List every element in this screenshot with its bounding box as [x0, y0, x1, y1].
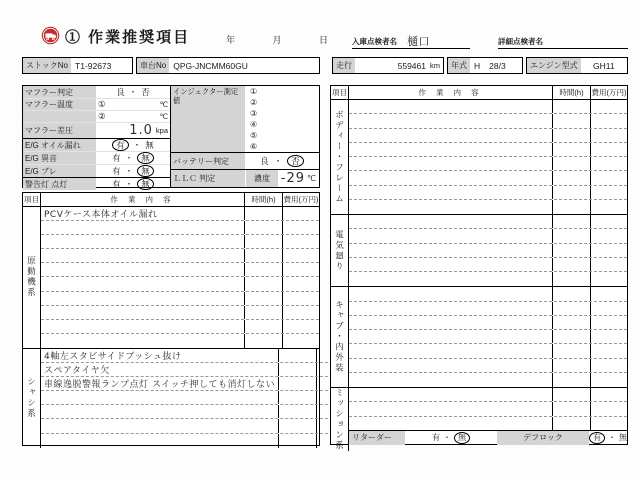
time-cell	[278, 419, 316, 432]
muffler-temp-label: マフラー温度	[23, 99, 96, 110]
temp-row-number: ①	[98, 99, 106, 109]
work-content-cell	[349, 143, 552, 156]
section-rows	[349, 100, 627, 214]
warning-lamp-label: 警告灯 点灯	[23, 178, 96, 190]
table-row	[41, 434, 353, 448]
work-content-cell	[349, 258, 552, 271]
mileage-box	[332, 57, 444, 74]
work-content-cell	[349, 316, 552, 329]
time-cell	[552, 316, 590, 329]
header-cost: 費用(万円)	[591, 88, 627, 97]
work-content-cell	[349, 417, 552, 430]
cost-cell	[590, 344, 627, 357]
work-content-cell	[349, 129, 552, 142]
muffler-dp-unit: kpa	[155, 126, 168, 135]
table-row	[349, 402, 627, 416]
table-section	[331, 100, 627, 214]
option-no: 無	[137, 165, 154, 177]
work-content-cell	[41, 277, 244, 290]
stock-no-box	[22, 57, 133, 74]
work-content-cell	[41, 306, 244, 319]
table-row	[349, 272, 627, 286]
temp-unit: ℃	[159, 100, 168, 109]
table-row	[349, 302, 627, 316]
option-yes: 有	[112, 139, 129, 151]
battery-judgement-row: バッテリー判定 良 ・ 否	[171, 153, 319, 170]
difflock-option-yes: 有	[589, 432, 605, 444]
cost-cell	[282, 207, 319, 220]
muffler-temp-row-1	[23, 99, 170, 111]
work-content-cell	[349, 171, 552, 184]
time-cell	[552, 330, 590, 343]
retarder-options	[405, 431, 497, 445]
time-cell	[244, 306, 282, 319]
cost-cell	[590, 186, 627, 199]
cost-cell	[590, 100, 627, 113]
time-cell	[552, 171, 590, 184]
option-yes: 有	[112, 166, 121, 176]
measurement-panel	[22, 85, 320, 188]
section-rows	[41, 207, 319, 348]
work-content-cell	[349, 373, 552, 387]
intake-inspector-label: 入庫点検者名	[352, 37, 397, 46]
work-content-cell: 車線逸脱警報ランプ点灯 スイッチ押しても消灯しない	[44, 380, 276, 391]
time-cell	[552, 258, 590, 271]
section-rows	[349, 215, 627, 286]
section-label: ミッション系	[331, 388, 349, 451]
warning-lamp-row: 警告灯 点灯 有 ・ 無	[23, 178, 170, 190]
option-bad: 否	[287, 155, 304, 167]
work-content-cell	[349, 186, 552, 199]
time-cell	[552, 244, 590, 257]
eg-vibration-label: E/G ブレ	[23, 165, 96, 177]
table-row	[41, 277, 319, 291]
table-row	[349, 114, 627, 128]
chassis-no-box	[136, 57, 320, 74]
table-section	[23, 207, 319, 348]
option-good: 良	[116, 87, 125, 97]
time-cell	[278, 391, 316, 404]
option-yes: 有	[112, 179, 121, 189]
header-item: 項目	[332, 88, 347, 97]
cost-cell	[282, 334, 319, 348]
date-fields	[226, 33, 328, 46]
llc-value: -29	[280, 171, 306, 186]
section-label: シャシ系	[23, 349, 41, 448]
time-cell	[244, 334, 282, 348]
option-no: 無	[145, 140, 154, 150]
intake-inspector-field	[352, 28, 470, 49]
difflock-label: デフロック	[497, 431, 589, 445]
right-table-body	[331, 100, 627, 451]
llc-judgement-row	[171, 170, 319, 187]
cost-cell	[590, 200, 627, 214]
table-row	[349, 143, 627, 157]
table-row	[41, 249, 319, 263]
engine-model-box	[526, 57, 628, 74]
chassis-no-value: QPG-JNCMM60GU	[173, 60, 248, 71]
table-row	[41, 405, 353, 419]
work-content-cell	[349, 114, 552, 127]
retarder-option-no: 無	[454, 432, 470, 444]
option-bad: 否	[141, 87, 150, 97]
table-row	[349, 359, 627, 373]
section-rows	[41, 349, 353, 448]
work-content-cell	[349, 215, 552, 228]
cost-cell	[282, 292, 319, 305]
time-cell	[552, 388, 590, 401]
detail-inspector-label: 詳細点検者名	[498, 37, 543, 46]
model-year-label: 年式	[448, 58, 470, 73]
work-content-cell: 4軸左スタビサイドブッシュ抜け	[44, 351, 182, 362]
table-header	[23, 193, 319, 207]
right-work-table	[330, 85, 628, 451]
section-label: 原動機系	[23, 207, 41, 348]
time-cell	[244, 249, 282, 262]
eg-noise-row: E/G 異音 有 ・ 無	[23, 152, 170, 165]
section-label: ボディー・フレーム	[331, 100, 349, 214]
table-row	[349, 200, 627, 214]
muffler-dp-value: 1.0	[129, 123, 153, 138]
llc-concentration-label: 濃度	[246, 170, 278, 187]
section-rows	[349, 287, 627, 387]
retarder-option-yes: 有	[432, 433, 440, 443]
cost-cell	[590, 272, 627, 286]
detail-inspector-field	[498, 28, 628, 49]
time-cell	[552, 215, 590, 228]
table-row	[349, 157, 627, 171]
mileage-value: 559461	[397, 60, 426, 71]
table-row	[41, 391, 353, 405]
day-label: 日	[318, 35, 328, 45]
time-cell	[278, 434, 316, 448]
page-title: ① 作業推奨項目	[65, 29, 191, 46]
table-row	[349, 330, 627, 344]
time-cell	[244, 263, 282, 276]
cost-cell	[590, 171, 627, 184]
injector-measurement-block	[171, 86, 319, 153]
cost-cell	[590, 258, 627, 271]
temp-unit: ℃	[159, 112, 168, 121]
stock-no-value: T1-92673	[75, 60, 112, 71]
table-row	[349, 229, 627, 243]
table-row	[41, 334, 319, 348]
table-row	[41, 320, 319, 334]
time-cell	[552, 186, 590, 199]
work-content-cell: スペアタイヤ欠	[44, 366, 110, 377]
eg-oil-leak-label: E/G オイル漏れ	[23, 139, 96, 151]
table-row	[349, 171, 627, 185]
injector-row-4: ④	[250, 120, 258, 129]
time-cell	[552, 417, 590, 430]
time-cell	[552, 100, 590, 113]
time-cell	[552, 344, 590, 357]
cost-cell	[282, 235, 319, 248]
muffler-judgement-options: 良 ・ 否	[116, 87, 150, 97]
cost-cell	[590, 316, 627, 329]
cost-cell	[282, 306, 319, 319]
option-yes: 有	[112, 153, 121, 163]
option-no: 無	[137, 178, 154, 190]
retarder-difflock-row	[349, 430, 627, 445]
time-cell	[244, 320, 282, 333]
table-row	[41, 292, 319, 306]
cost-cell	[590, 129, 627, 142]
work-content-cell	[349, 229, 552, 242]
table-row	[41, 263, 319, 277]
work-content-cell	[349, 287, 552, 300]
injector-battery-checks	[171, 86, 319, 187]
time-cell	[552, 359, 590, 372]
cost-cell	[282, 277, 319, 290]
table-row	[349, 258, 627, 272]
cost-cell	[590, 229, 627, 242]
work-content-cell	[41, 419, 278, 432]
table-row	[349, 388, 627, 402]
table-header	[331, 86, 627, 100]
table-row	[41, 207, 319, 221]
option-good: 良	[260, 156, 269, 166]
work-content-cell	[349, 200, 552, 214]
cost-cell	[590, 215, 627, 228]
cost-cell	[590, 373, 627, 387]
chassis-no-label: 車台No	[137, 58, 169, 73]
work-content-cell	[41, 334, 244, 348]
table-row	[41, 377, 353, 391]
option-no: 無	[137, 152, 154, 164]
work-content-cell	[41, 263, 244, 276]
retarder-label: リターダー	[349, 431, 405, 445]
table-row	[349, 244, 627, 258]
work-content-cell	[349, 157, 552, 170]
time-cell	[552, 143, 590, 156]
work-content-cell	[349, 344, 552, 357]
injector-row-6: ⑥	[250, 142, 258, 151]
difflock-options	[589, 431, 627, 445]
left-work-table	[22, 192, 320, 446]
table-row	[349, 344, 627, 358]
time-cell	[244, 221, 282, 234]
time-cell	[552, 373, 590, 387]
injector-row-3: ③	[250, 109, 258, 118]
engine-model-value: GH11	[593, 60, 615, 71]
table-row	[349, 129, 627, 143]
injector-row-2: ②	[250, 98, 258, 107]
work-content-cell	[349, 359, 552, 372]
muffler-judgement-row	[23, 86, 170, 99]
year-label: 年	[226, 35, 236, 45]
separator: ・	[443, 433, 451, 443]
work-content-cell	[41, 221, 244, 234]
table-row	[349, 186, 627, 200]
table-row	[349, 287, 627, 301]
header-time: 時間(h)	[244, 193, 282, 206]
muffler-diff-pressure-row	[23, 123, 170, 139]
injector-row-1: ①	[250, 87, 258, 96]
injector-row-5: ⑤	[250, 131, 258, 140]
work-content-cell	[41, 434, 278, 448]
time-cell	[278, 349, 316, 362]
work-content-cell: PCVケース本体オイル漏れ	[44, 210, 158, 221]
work-content-cell	[41, 405, 278, 418]
model-year-era: H	[474, 60, 481, 71]
muffler-dp-label: マフラー差圧	[23, 123, 96, 138]
time-cell	[552, 157, 590, 170]
table-row	[349, 373, 627, 387]
time-cell	[278, 363, 316, 376]
intake-inspector-value: 樋口	[407, 35, 430, 48]
table-row	[41, 363, 353, 377]
work-content-cell	[349, 272, 552, 286]
time-cell	[278, 405, 316, 418]
time-cell	[552, 200, 590, 214]
work-content-cell	[41, 249, 244, 262]
injector-label: インジェクター測定値	[171, 86, 245, 152]
mileage-label: 走行	[333, 58, 355, 73]
separator: ・	[608, 433, 616, 443]
table-section	[331, 286, 627, 387]
cost-cell	[590, 287, 627, 300]
work-content-cell	[41, 235, 244, 248]
llc-unit: ℃	[307, 174, 316, 183]
difflock-option-no: 無	[619, 433, 627, 443]
time-cell	[244, 292, 282, 305]
cost-cell	[282, 263, 319, 276]
work-content-cell	[349, 402, 552, 415]
left-table-body	[23, 207, 319, 448]
header-work: 作 業 内 容	[418, 88, 483, 97]
time-cell	[552, 229, 590, 242]
time-cell	[552, 402, 590, 415]
mileage-unit: km	[430, 61, 440, 70]
muffler-temp-row-2	[23, 111, 170, 123]
table-row	[41, 349, 353, 363]
muffler-judgement-label: マフラー判定	[23, 86, 96, 98]
table-section	[23, 348, 319, 448]
injector-values	[245, 86, 319, 152]
table-row	[41, 306, 319, 320]
header-cost: 費用(万円)	[283, 195, 319, 204]
work-content-cell	[349, 302, 552, 315]
section-label: キャブ・内外装	[331, 287, 349, 387]
time-cell	[552, 302, 590, 315]
cost-cell	[590, 302, 627, 315]
eg-oil-leak-row: E/G オイル漏れ 有 ・ 無	[23, 139, 170, 152]
time-cell	[278, 377, 316, 390]
time-cell	[552, 272, 590, 286]
section-rows	[349, 388, 627, 451]
cost-cell	[590, 388, 627, 401]
cost-cell	[282, 221, 319, 234]
table-row	[41, 235, 319, 249]
cost-cell	[590, 402, 627, 415]
work-content-cell	[349, 330, 552, 343]
header-item: 項目	[24, 195, 39, 204]
cost-cell	[590, 417, 627, 430]
table-row	[349, 100, 627, 114]
time-cell	[244, 207, 282, 220]
time-cell	[552, 287, 590, 300]
table-row	[349, 215, 627, 229]
month-label: 月	[272, 35, 282, 45]
table-row	[349, 316, 627, 330]
stock-no-label: ストックNo	[23, 58, 71, 73]
time-cell	[244, 235, 282, 248]
model-year-value: H 28/3	[474, 60, 506, 71]
cost-cell	[590, 157, 627, 170]
table-row	[41, 419, 353, 433]
time-cell	[552, 114, 590, 127]
table-section	[331, 387, 627, 451]
cost-cell	[590, 244, 627, 257]
section-label: 電気廻り	[331, 215, 349, 286]
truck-badge-icon	[41, 26, 60, 45]
table-row	[349, 417, 627, 431]
muffler-engine-checks	[23, 86, 171, 187]
cost-cell	[282, 249, 319, 262]
header-time: 時間(h)	[552, 86, 590, 99]
llc-label: ＬＬＣ 判定	[171, 170, 245, 187]
cost-cell	[590, 359, 627, 372]
temp-row-number: ②	[98, 111, 106, 121]
cost-cell	[590, 143, 627, 156]
header-work: 作 業 内 容	[110, 195, 175, 204]
cost-cell	[282, 320, 319, 333]
work-content-cell	[349, 100, 552, 113]
work-content-cell	[349, 388, 552, 401]
table-row	[41, 221, 319, 235]
model-year-box	[447, 57, 523, 74]
work-content-cell	[41, 292, 244, 305]
eg-vibration-row: E/G ブレ 有 ・ 無	[23, 165, 170, 178]
work-content-cell	[349, 244, 552, 257]
work-content-cell	[41, 391, 278, 404]
battery-label: バッテリー判定	[171, 153, 245, 169]
work-content-cell	[41, 320, 244, 333]
cost-cell	[590, 114, 627, 127]
cost-cell	[590, 330, 627, 343]
table-section	[331, 214, 627, 286]
engine-model-label: エンジン型式	[527, 58, 581, 73]
time-cell	[552, 129, 590, 142]
time-cell	[244, 277, 282, 290]
eg-noise-label: E/G 異音	[23, 152, 96, 164]
